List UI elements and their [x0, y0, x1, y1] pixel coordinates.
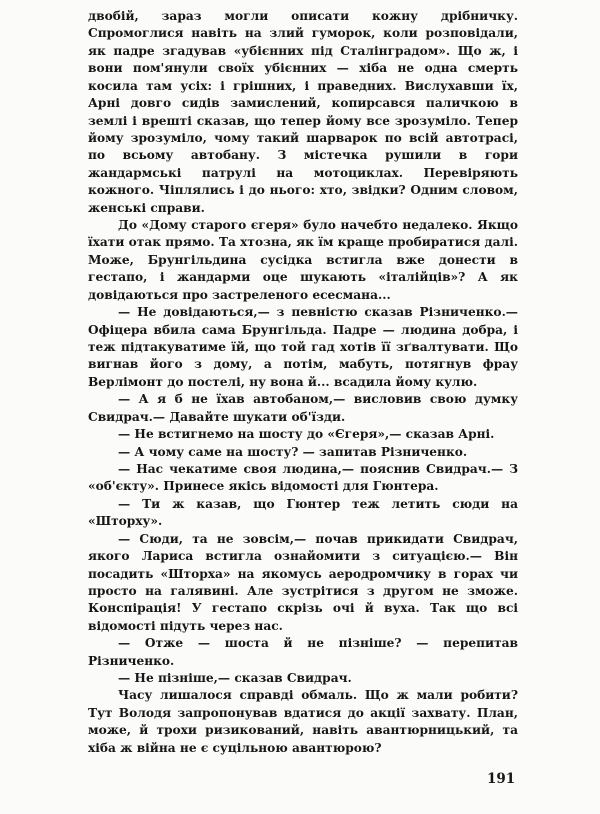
paragraph: Часу лишалося справді обмаль. Що ж мали робити? Тут Володя запропонував вдатися до акції захвату. План, може, й трохи ризикований, навіть авантюрницький, та хіба ж війна не є суцільною авантюрою?	[88, 688, 518, 755]
paragraph: — Не довідаються,— з певністю сказав Різниченко.— Офіцера вбила сама Брунгільда. Падре — людина добра, і теж підтакуватиме їй, що той гад хотів її зґвалтувати. Що вигнав його з дому, а потім, мабуть, потягнув фрау Верлімонт до постелі, ну вона й... всадила йому кулю.	[88, 305, 518, 389]
paragraph: — А чому саме на шосту? — запитав Різниченко.	[118, 444, 468, 459]
paragraph: — Сюди, та не зовсім,— почав прикидати Свидрач, якого Лариса встигла ознайомити з ситуацією.— Він посадить «Шторха» на якомусь аеродромчику в горах чи просто на галявині. Але зустрітися з другом не зможе. Конспірація! У гестапо скрізь очі й вуха. Так що всі відомості підуть через нас.	[88, 531, 518, 633]
paragraph: — Отже — шоста й не пізніше? — перепитав Різниченко.	[88, 636, 518, 668]
paragraph: двобій, зараз могли описати кожну дрібничку. Спромоглися навіть на злий гуморок, коли розповідали, як падре згадував «убієнних під Сталінградом». Що ж, і вони пом'янули своїх убієнних — хіба не одна смерть косила там усіх: і грішних, і праведних. Вислухавши їх, Арні довго сидів замислений, копирсався паличкою в землі і врешті сказав, що тепер йому все зрозуміло. Тепер йому зрозуміло, чому такий шарварок по всій автотрасі, по всьому автобану. З містечка рушили в гори жандармські патрулі на мотоциклах. Перевіряють кожного. Чіплялись і до нього: хто, звідки? Одним словом, женські справи.	[88, 9, 518, 215]
paragraph: — Ти ж казав, що Гюнтер теж летить сюди на «Шторху».	[88, 496, 518, 529]
paragraph: — А я б не їхав автобаном,— висловив свою думку Свидрач.— Давайте шукати об'їзди.	[88, 392, 518, 424]
paragraph: До «Дому старого єгеря» було начебто недалеко. Якщо їхати отак прямо. Та хтозна, як їм краще пробиратися далі. Може, Брунгільдина сусідка встигла вже донести в гестапо, і жандарми оце шукають «італійців»? А як довідаються про застреленого есесмана...	[88, 218, 518, 302]
body-text	[88, 8, 518, 757]
paragraph: — Не встигнемо на шосту до «Єгеря»,— сказав Арні.	[118, 427, 495, 442]
paragraph: — Нас чекатиме своя людина,— пояснив Свидрач.— З «об'єкту». Принесе якісь відомості для Гюнтера.	[88, 461, 518, 494]
paragraph: — Не пізніше,— сказав Свидрач.	[118, 671, 352, 686]
page-number: 191	[487, 771, 516, 787]
